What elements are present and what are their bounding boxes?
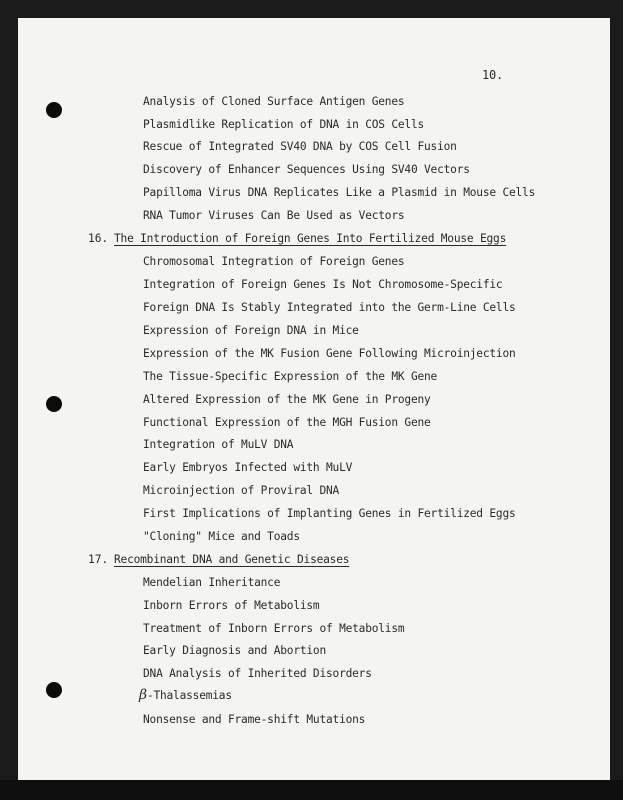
chapter-number: 17. (88, 553, 109, 566)
list-item: Plasmidlike Replication of DNA in COS Cells (143, 118, 425, 131)
list-item: Discovery of Enhancer Sequences Using SV40 Vectors (143, 163, 470, 176)
list-item: RNA Tumor Viruses Can Be Used as Vectors (143, 209, 405, 222)
list-item: Expression of the MK Fusion Gene Following Microinjection (143, 347, 516, 360)
beta-symbol: β (139, 687, 147, 703)
list-item: Chromosomal Integration of Foreign Genes (143, 255, 405, 268)
beta-item-label: -Thalassemias (146, 689, 232, 702)
document-page (18, 18, 610, 780)
punch-hole-top (46, 102, 62, 118)
list-item: The Tissue-Specific Expression of the MK Gene (143, 370, 438, 383)
list-item: Treatment of Inborn Errors of Metabolism (143, 622, 405, 635)
list-item: Mendelian Inheritance (143, 576, 281, 589)
list-item: Early Embryos Infected with MuLV (143, 461, 353, 474)
punch-hole-bottom (46, 682, 62, 698)
list-item: "Cloning" Mice and Toads (143, 530, 300, 543)
list-item: First Implications of Implanting Genes in Fertilized Eggs (143, 507, 516, 520)
list-item: Inborn Errors of Metabolism (143, 599, 320, 612)
list-item: Microinjection of Proviral DNA (143, 484, 340, 497)
list-item (139, 687, 232, 703)
list-item: Analysis of Cloned Surface Antigen Genes (143, 95, 405, 108)
list-item: Early Diagnosis and Abortion (143, 644, 326, 657)
page-number: 10. (482, 68, 504, 82)
list-item: Altered Expression of the MK Gene in Progeny (143, 393, 431, 406)
list-item: Integration of Foreign Genes Is Not Chromosome-Specific (143, 278, 503, 291)
chapter-title: Recombinant DNA and Genetic Diseases (114, 553, 350, 566)
scan-background-strip (0, 780, 623, 800)
punch-hole-middle (46, 396, 62, 412)
list-item: Expression of Foreign DNA in Mice (143, 324, 359, 337)
list-item: Functional Expression of the MGH Fusion Gene (143, 416, 431, 429)
list-item: Nonsense and Frame-shift Mutations (143, 713, 366, 726)
list-item: Papilloma Virus DNA Replicates Like a Plasmid in Mouse Cells (143, 186, 536, 199)
list-item: DNA Analysis of Inherited Disorders (143, 667, 372, 680)
list-item: Foreign DNA Is Stably Integrated into the Germ-Line Cells (143, 301, 516, 314)
chapter-title: The Introduction of Foreign Genes Into Fertilized Mouse Eggs (114, 232, 507, 245)
chapter-number: 16. (88, 232, 109, 245)
list-item: Rescue of Integrated SV40 DNA by COS Cell Fusion (143, 140, 457, 153)
list-item: Integration of MuLV DNA (143, 438, 294, 451)
